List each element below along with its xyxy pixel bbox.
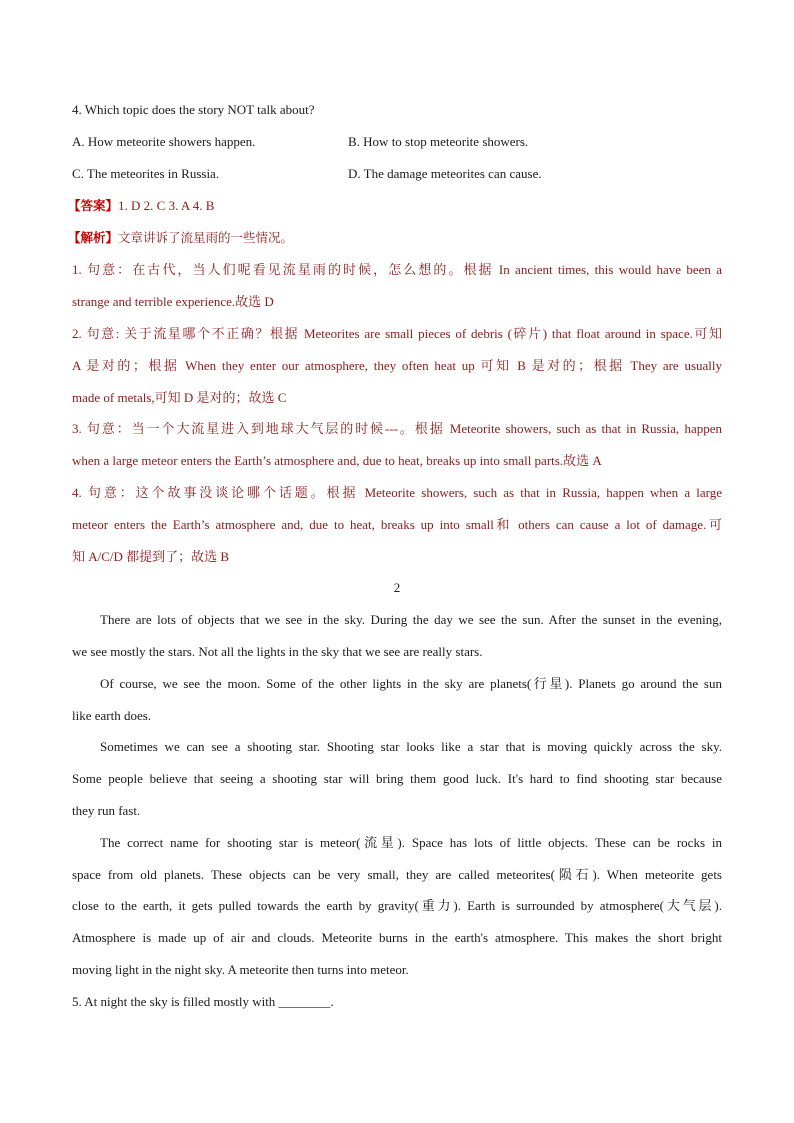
analysis-item-4-line-1: 4. 句意：这个故事没谈论哪个话题。根据 Meteorite showers, such as that in Russia, happen when a large <box>72 485 722 500</box>
passage-p4-line-1: The correct name for shooting star is meteor(流星). Space has lots of little objects. These can be rocks in <box>100 835 722 850</box>
passage-p2-line-2: like earth does. <box>72 708 152 723</box>
passage-p2-line-1: Of course, we see the moon. Some of the other lights in the sky are planets(行星). Planets go around the sun <box>100 676 722 691</box>
question-4: 4. Which topic does the story NOT talk about? <box>72 102 315 117</box>
passage-p4-line-2: space from old planets. These objects can be very small, they are called meteorites(陨石). When meteorite gets <box>72 867 722 882</box>
passage-p3-line-2: Some people believe that seeing a shooting star will bring them good luck. It's hard to find shooting star because <box>72 771 722 786</box>
passage-p1-line-1: There are lots of objects that we see in the sky. During the day we see the sun. After the sunset in the evening, <box>100 612 722 627</box>
section-number: 2 <box>393 580 401 595</box>
answer-label: 【答案】 <box>68 198 119 213</box>
answer-text: 1. D 2. C 3. A 4. B <box>118 198 215 213</box>
analysis-item-4-line-2: meteor enters the Earth’s atmosphere and, due to heat, breaks up into small和 others can cause a lot of damage.可 <box>72 517 722 532</box>
analysis-intro: 文章讲诉了流星雨的一些情况。 <box>118 230 294 245</box>
analysis-item-3-line-1: 3. 句意：当一个大流星进入到地球大气层的时候---。根据 Meteorite showers, such as that in Russia, happen <box>72 421 722 436</box>
passage-p4-line-3: close to the earth, it gets pulled towards the earth by gravity(重力). Earth is surrounded by atmosphere(大气层). <box>72 898 722 913</box>
q4-option-d: D. The damage meteorites can cause. <box>348 166 542 181</box>
question-5: 5. At night the sky is filled mostly with ________. <box>72 994 334 1009</box>
analysis-item-1-line-2: strange and terrible experience.故选 D <box>72 294 274 309</box>
analysis-label: 【解析】 <box>68 230 119 245</box>
analysis-item-2-line-3: made of metals,可知 D 是对的；故选 C <box>72 390 287 405</box>
analysis-line <box>68 230 293 246</box>
analysis-item-4-line-3: 知 A/C/D 都提到了；故选 B <box>72 549 230 564</box>
analysis-item-3-line-2: when a large meteor enters the Earth’s atmosphere and, due to heat, breaks up into small parts.故选 A <box>72 453 602 468</box>
analysis-item-2-line-2: A 是对的；根据 When they enter our atmosphere, they often heat up 可知 B 是对的；根据 They are usually <box>72 358 722 373</box>
q4-option-b: B. How to stop meteorite showers. <box>348 134 529 149</box>
passage-p3-line-1: Sometimes we can see a shooting star. Shooting star looks like a star that is moving quickly across the sky. <box>100 739 722 754</box>
passage-p3-line-3: they run fast. <box>72 803 141 818</box>
passage-p4-line-4: Atmosphere is made up of air and clouds. Meteorite burns in the earth's atmosphere. This makes the short bright <box>72 930 722 945</box>
passage-p1-line-2: we see mostly the stars. Not all the lights in the sky that we see are really stars. <box>72 644 483 659</box>
answer-line <box>68 198 214 214</box>
analysis-item-2-line-1: 2. 句意: 关于流星哪个不正确？根据 Meteorites are small pieces of debris (碎片) that float around in space.可知 <box>72 326 722 341</box>
q4-option-a: A. How meteorite showers happen. <box>72 134 256 149</box>
analysis-item-1-line-1: 1. 句意：在古代，当人们呢看见流星雨的时候，怎么想的。根据 In ancient times, this would have been a <box>72 262 722 277</box>
q4-option-c: C. The meteorites in Russia. <box>72 166 220 181</box>
passage-p4-line-5: moving light in the night sky. A meteorite then turns into meteor. <box>72 962 409 977</box>
